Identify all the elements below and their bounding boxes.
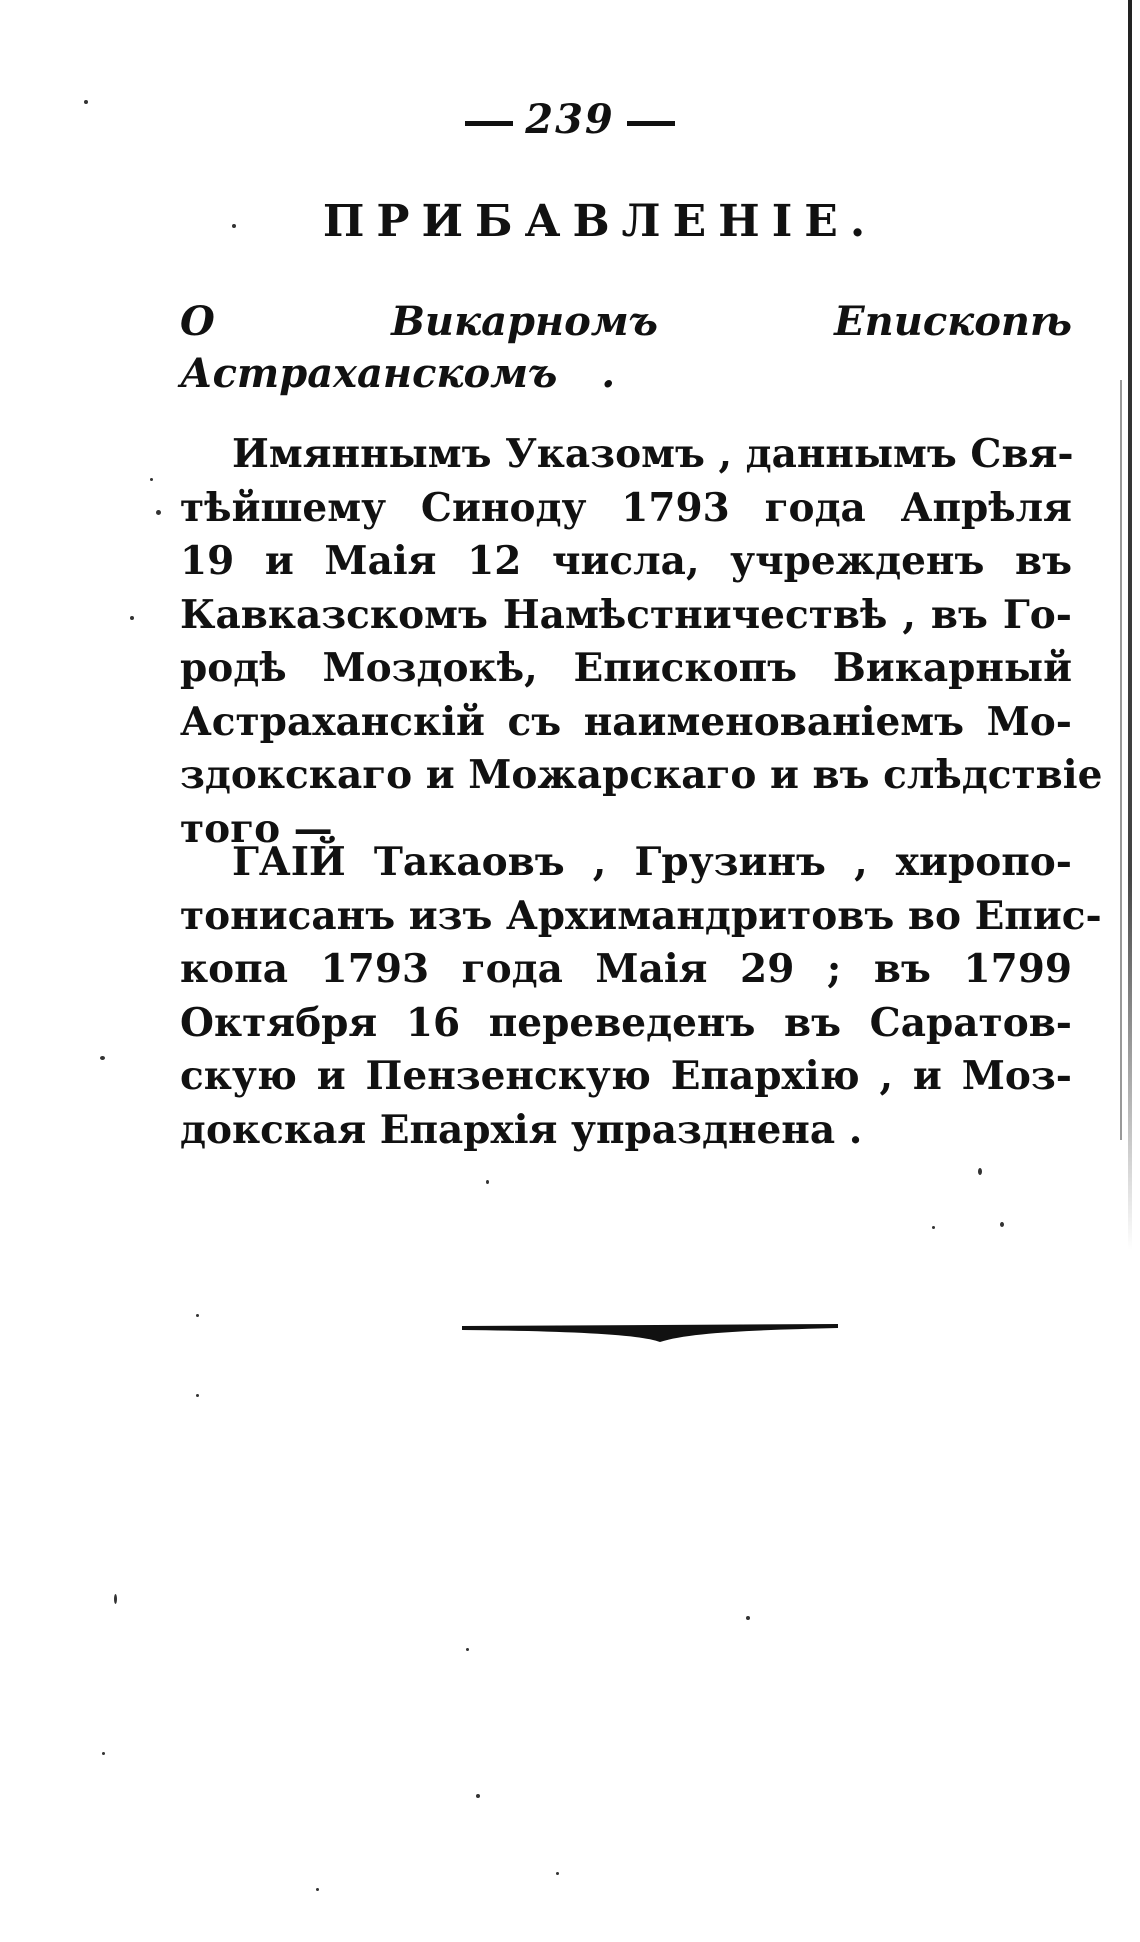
print-speck <box>100 1056 105 1060</box>
print-speck <box>196 1314 199 1317</box>
page-edge-shadow <box>1120 380 1122 1140</box>
page-edge-binding <box>1128 0 1132 1250</box>
section-subtitle: О Викарномъ Епископѣ Астраханскомъ . <box>180 298 1072 397</box>
text-line: тѣйшему Синоду 1793 года Апрѣля <box>180 484 1072 531</box>
end-ornament-rule <box>460 1316 840 1346</box>
paragraph-bishop-gaius <box>180 836 1102 1157</box>
print-speck <box>196 1394 199 1397</box>
print-speck <box>556 1872 559 1875</box>
text-line: копа 1793 года Маія 29 ; въ 1799 <box>180 946 1072 992</box>
text-line: того — <box>180 805 333 852</box>
page-number-value: 239 <box>525 96 615 143</box>
text-line: здокскаго и Можарскаго и въ слѣдствіе <box>180 752 1103 798</box>
print-speck <box>476 1794 480 1798</box>
page-number <box>0 96 1140 143</box>
text-line: ГАІЙ Такаовъ , Грузинъ , хиропо- <box>232 839 1072 885</box>
right-dash <box>627 121 675 126</box>
print-speck <box>486 1180 489 1184</box>
paragraph-decree <box>180 428 1103 856</box>
print-speck <box>232 224 236 228</box>
print-speck <box>130 616 134 620</box>
text-line: Октября 16 переведенъ въ Саратов- <box>180 999 1072 1046</box>
print-speck <box>156 510 161 515</box>
print-speck <box>150 478 153 481</box>
print-speck <box>978 1168 982 1175</box>
print-speck <box>746 1616 750 1620</box>
text-line: тонисанъ изъ Архимандритовъ во Епис- <box>180 892 1102 939</box>
left-dash <box>465 121 513 126</box>
print-speck <box>932 1226 935 1229</box>
text-line: родѣ Моздокѣ, Епископъ Викарный <box>180 645 1072 691</box>
text-line: скую и Пензенскую Епархію , и Моз- <box>180 1053 1072 1099</box>
section-heading: ПРИБАВЛЕНІЕ. <box>322 196 878 247</box>
print-speck <box>102 1752 105 1755</box>
print-speck <box>114 1594 117 1604</box>
text-line: Имяннымъ Указомъ , даннымъ Свя- <box>232 431 1074 477</box>
print-speck <box>84 100 88 104</box>
print-speck <box>1000 1222 1004 1227</box>
text-line: докская Епархія упразднена . <box>180 1106 863 1153</box>
text-line: Кавказскомъ Намѣстничествѣ , въ Го- <box>180 591 1072 638</box>
print-speck <box>316 1888 319 1891</box>
text-line: 19 и Маія 12 числа, учрежденъ въ <box>180 538 1072 584</box>
print-speck <box>466 1648 469 1651</box>
text-line: Астраханскій съ наименованіемъ Мо- <box>180 698 1072 745</box>
